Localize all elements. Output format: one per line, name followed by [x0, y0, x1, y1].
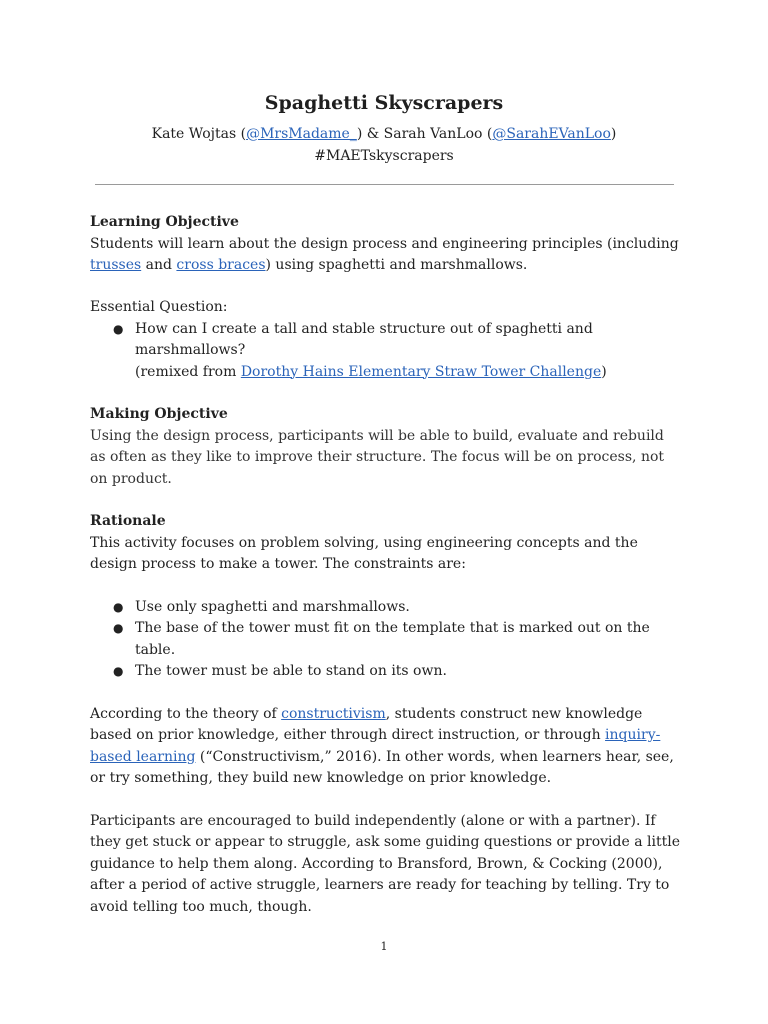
list-item — [90, 661, 680, 683]
bullet-icon: ● — [113, 621, 124, 635]
constraints-list — [90, 597, 680, 683]
remix-text-b: ) — [601, 363, 607, 380]
making-objective-text: Using the design process, participants will be able to build, evaluate and rebuild as often as they like to improve their structure. The focus will be on process, not on product. — [90, 427, 665, 487]
remix-text-a: (remixed from — [135, 363, 241, 380]
learning-objective-text — [90, 234, 680, 277]
constraint-text: The tower must be able to stand on its own. — [135, 663, 447, 679]
author-text-1: Kate Wojtas ( — [151, 126, 247, 142]
author-text-2: ) & Sarah VanLoo ( — [356, 126, 493, 142]
author-text-3: ) — [610, 126, 617, 142]
list-item — [90, 319, 680, 384]
bullet-icon: ● — [113, 664, 124, 678]
essential-question-section — [90, 297, 680, 383]
theory-text-b: , students construct new knowledge based on prior knowledge, either through direct instruction, or through — [90, 705, 643, 743]
inquiry-based-learning-link[interactable]: inquiry-based learning — [90, 727, 661, 765]
twitter-link-mrsmadame[interactable]: @MrsMadame_ — [246, 126, 357, 142]
making-objective-section — [90, 404, 680, 490]
authors-line — [0, 124, 768, 144]
lo-text-a: Students will learn about the design process and engineering principles (including — [90, 235, 679, 252]
twitter-link-sarahevanloo[interactable]: @SarahEVanLoo — [492, 126, 611, 142]
rationale-intro: This activity focuses on problem solving, using engineering concepts and the design process to make a tower. The constraints are: — [90, 534, 638, 572]
bullet-icon: ● — [113, 321, 124, 336]
essential-question-heading: Essential Question: — [90, 299, 228, 315]
document-title: Spaghetti Skyscrapers — [264, 92, 504, 114]
lo-text-b: and — [141, 257, 177, 273]
theory-text-a: According to the theory of — [90, 705, 282, 722]
essential-question-list — [90, 319, 680, 384]
lo-text-c: ) using spaghetti and marshmallows. — [265, 257, 528, 273]
page-number: 1 — [380, 940, 388, 953]
straw-tower-challenge-link[interactable]: Dorothy Hains Elementary Straw Tower Challenge — [240, 363, 602, 380]
learning-objective-heading: Learning Objective — [90, 214, 239, 230]
learning-objective-section — [90, 212, 680, 277]
bullet-icon: ● — [113, 599, 124, 614]
question-text: How can I create a tall and stable structure out of spaghetti and marshmallows? — [135, 320, 593, 358]
trusses-link[interactable]: trusses — [90, 257, 142, 273]
making-objective-heading: Making Objective — [90, 406, 228, 422]
list-item — [90, 618, 680, 661]
constructivism-link[interactable]: constructivism — [281, 705, 386, 722]
rationale-section — [90, 511, 680, 918]
horizontal-divider — [95, 184, 674, 185]
constructivism-paragraph — [90, 704, 680, 790]
theory-text-c: (“Constructivism,” 2016). In other words, when learners hear, see, or try something, they build new knowledge on prior knowledge. — [90, 748, 674, 786]
hashtag: #MAETskyscrapers — [314, 148, 454, 164]
list-item — [90, 597, 680, 619]
cross-braces-link[interactable]: cross braces — [176, 257, 266, 273]
constraint-text: The base of the tower must fit on the template that is marked out on the table. — [135, 620, 650, 658]
participants-paragraph: Participants are encouraged to build independently (alone or with a partner). If they get stuck or appear to struggle, ask some guiding questions or provide a little guidance to help them along. According to Bransford, Brown, & Cocking (2000), after a period of active struggle, learners are ready for teaching by telling. Try to avoid telling too much, though. — [90, 812, 680, 915]
constraint-text: Use only spaghetti and marshmallows. — [135, 598, 410, 615]
rationale-heading: Rationale — [90, 513, 166, 529]
